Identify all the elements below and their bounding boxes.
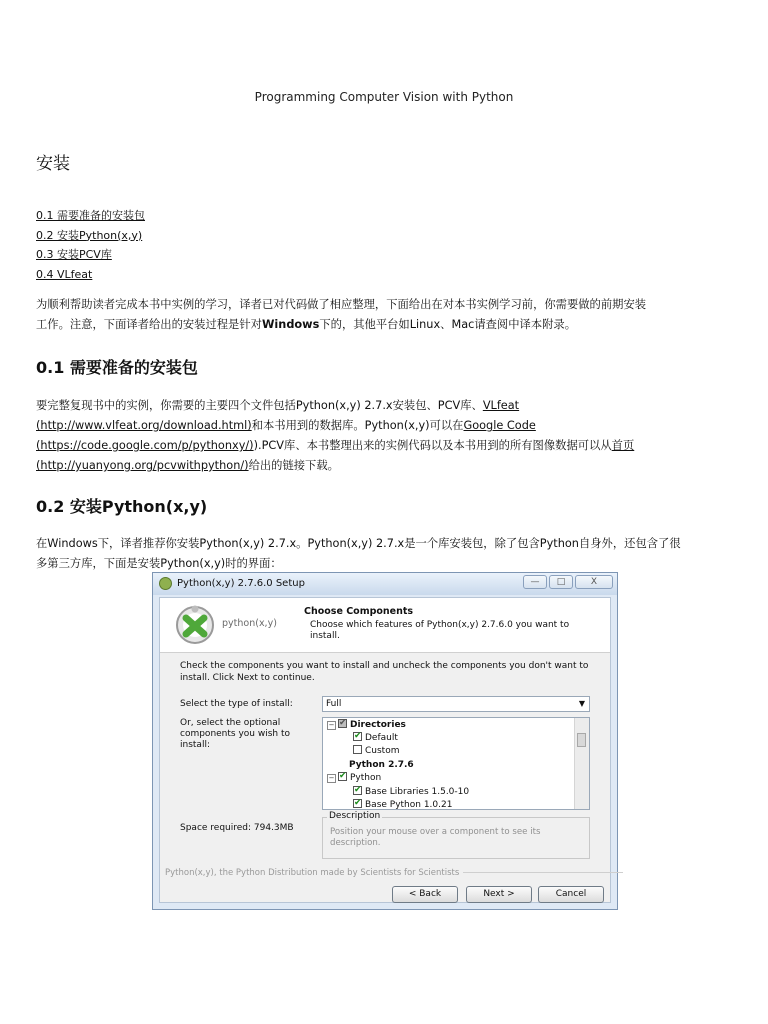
python-xy-logo-icon — [174, 604, 216, 646]
description-text: Position your mouse over a component to see its description. — [330, 827, 541, 848]
installer-titlebar[interactable] — [153, 573, 617, 595]
checkbox-icon[interactable] — [353, 732, 362, 741]
minimize-button[interactable]: — — [523, 575, 547, 589]
intro-line-2a: 工作。注意，下面译者给出的安装过程是针对 — [36, 318, 262, 331]
collapse-icon[interactable]: − — [328, 721, 335, 729]
toc-link-0-1[interactable]: 0.1 需要准备的安装包 — [36, 209, 145, 222]
checkbox-icon[interactable] — [338, 772, 347, 781]
section-0-2-heading: 0.2 安装Python(x,y) — [36, 497, 208, 516]
sec1-line-4: 给出的链接下载。 — [248, 459, 339, 472]
python-xy-icon — [159, 577, 172, 590]
checkbox-icon[interactable] — [353, 799, 362, 808]
install-instructions: Check the components you want to install and uncheck the components you don't want to install. Click Next to continue. — [180, 661, 589, 683]
intro-line-2c: 下的，其他平台如Linux、Mac请查阅中译本附录。 — [319, 318, 577, 331]
section-0-1-heading: 0.1 需要准备的安装包 — [36, 358, 198, 377]
section-0-2-paragraph — [36, 534, 736, 574]
homepage-link[interactable]: 首页 — [611, 439, 635, 452]
installer-body — [159, 597, 611, 903]
components-tree — [322, 717, 590, 810]
sec2-line-1: 在Windows下，译者推荐你安装Python(x,y) 2.7.x。Python(x,y) 2.7.x是一个库安装包，除了包含Python自身外，还包含了很 — [36, 537, 681, 550]
tree-item-python-276[interactable]: Python 2.7.6 — [349, 760, 414, 770]
tree-item-directories[interactable]: −✔ Directories — [327, 719, 406, 731]
toc-link-0-4[interactable]: 0.4 VLfeat — [36, 267, 93, 281]
installer-footer-text: Python(x,y), the Python Distribution made by Scientists for Scientists — [165, 868, 460, 878]
page-header-title: Programming Computer Vision with Python — [254, 90, 514, 104]
back-button[interactable]: < Back — [392, 886, 458, 903]
google-code-url-link[interactable]: (https://code.google.com/p/pythonxy/) — [36, 439, 254, 452]
tree-scrollbar[interactable] — [574, 718, 589, 809]
sec1-line-2: 和本书用到的数据库。Python(x,y)可以在 — [251, 419, 464, 432]
maximize-button[interactable]: □ — [549, 575, 573, 589]
checkbox-icon[interactable] — [353, 745, 362, 754]
tree-item-base-python[interactable]: ✔Base Python 1.0.21 — [353, 799, 452, 810]
vlfeat-link[interactable]: VLfeat — [482, 399, 520, 412]
space-required-label: Space required: 794.3MB — [180, 823, 294, 833]
close-button[interactable]: X — [575, 575, 613, 589]
tree-item-python[interactable]: −✔ Python — [327, 772, 381, 784]
install-heading: 安装 — [36, 154, 70, 174]
cancel-button[interactable]: Cancel — [538, 886, 604, 903]
sec1-line-3: ).PCV库、本书整理出来的实例代码以及本书用到的所有图像数据可以从 — [253, 439, 612, 452]
tree-item-default[interactable]: ✔Default — [353, 732, 398, 744]
intro-line-1: 为顺利帮助读者完成本书中实例的学习，译者已对代码做了相应整理，下面给出在对本书实例学习前，你需要做的前期安装 — [36, 298, 647, 311]
toc-link-0-2[interactable]: 0.2 安装Python(x,y) — [36, 228, 143, 242]
google-code-link[interactable]: Google Code — [463, 419, 536, 432]
toc-link-0-3[interactable]: 0.3 安装PCV库 — [36, 248, 112, 261]
description-box — [322, 811, 590, 859]
chevron-down-icon: ▼ — [578, 699, 585, 708]
installer-footer — [165, 868, 605, 878]
description-title: Description — [329, 811, 381, 821]
sec1-line-1: 要完整复现书中的实例，你需要的主要四个文件包括Python(x,y) 2.7.x安装包、PCV库、 — [36, 399, 483, 412]
footer-divider — [463, 872, 623, 873]
installer-window-title: Python(x,y) 2.7.6.0 Setup — [177, 578, 305, 589]
tree-item-base-libraries[interactable]: ✔Base Libraries 1.5.0-10 — [353, 786, 469, 798]
table-of-contents — [36, 206, 145, 284]
sec2-line-2: 多第三方库，下面是安装Python(x,y)时的界面： — [36, 557, 282, 570]
banner-subtitle: Choose which features of Python(x,y) 2.7.6.0 you want to install. — [310, 620, 570, 641]
tree-item-custom[interactable]: Custom — [353, 745, 399, 757]
scrollbar-thumb[interactable] — [577, 733, 586, 747]
intro-windows-bold: Windows — [261, 318, 320, 331]
checkbox-icon[interactable] — [338, 719, 347, 728]
install-type-value: Full — [326, 699, 342, 709]
next-button[interactable]: Next > — [466, 886, 532, 903]
collapse-icon[interactable]: − — [328, 774, 335, 782]
vlfeat-url-link[interactable]: (http://www.vlfeat.org/download.html) — [36, 419, 252, 432]
installer-banner — [160, 598, 610, 653]
install-type-select[interactable] — [322, 696, 590, 712]
logo-text: python(x,y) — [222, 618, 277, 629]
checkbox-icon[interactable] — [353, 786, 362, 795]
banner-title: Choose Components — [304, 606, 414, 617]
install-type-label: Select the type of install: — [180, 699, 293, 709]
intro-paragraph — [36, 295, 736, 335]
section-0-1-paragraph — [36, 396, 736, 476]
installer-window — [152, 572, 618, 910]
optional-components-label: Or, select the optional components you wish to install: — [180, 718, 291, 750]
homepage-url-link[interactable]: (http://yuanyong.org/pcvwithpython/) — [36, 459, 249, 472]
